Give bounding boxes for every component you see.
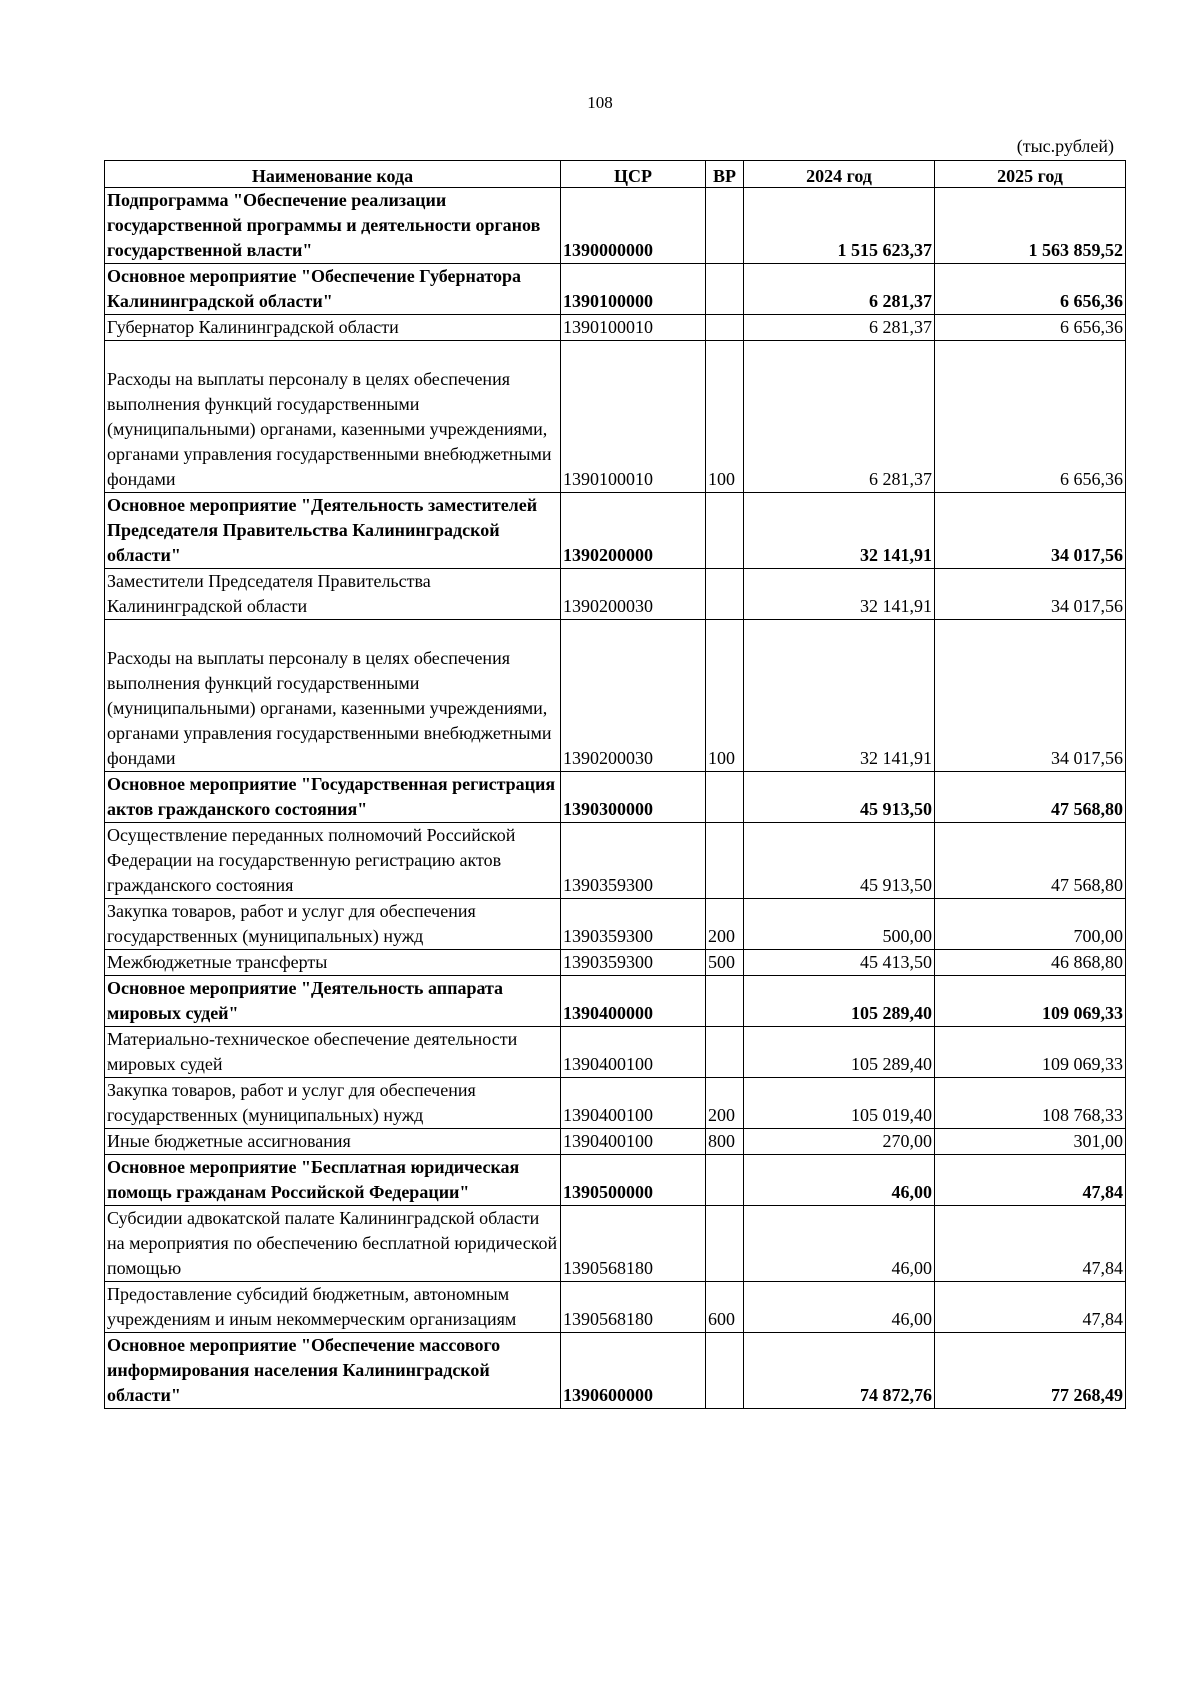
header-2024: 2024 год: [744, 161, 935, 188]
table-row: [105, 493, 1126, 569]
table-header-row: [105, 161, 1126, 188]
row-2024-cell: 74 872,76: [744, 1333, 935, 1409]
table-row: [105, 1333, 1126, 1409]
row-csr-cell: 1390000000: [561, 188, 706, 264]
row-vr-cell: [706, 264, 744, 315]
row-2024-cell: 46,00: [744, 1282, 935, 1333]
table-row: [105, 950, 1126, 976]
row-name-cell: Основное мероприятие "Обеспечение Губернатора Калининградской области": [105, 264, 561, 315]
row-csr-cell: 1390200030: [561, 620, 706, 772]
row-name-cell: Материально-техническое обеспечение деятельности мировых судей: [105, 1027, 561, 1078]
header-2025: 2025 год: [935, 161, 1126, 188]
row-vr-cell: [706, 976, 744, 1027]
row-2025-cell: 108 768,33: [935, 1078, 1126, 1129]
row-csr-cell: 1390100010: [561, 315, 706, 341]
row-csr-cell: 1390568180: [561, 1206, 706, 1282]
row-2024-cell: 6 281,37: [744, 315, 935, 341]
row-2025-cell: 6 656,36: [935, 264, 1126, 315]
table-row: [105, 1027, 1126, 1078]
row-vr-cell: [706, 188, 744, 264]
row-2024-cell: 105 289,40: [744, 1027, 935, 1078]
row-2025-cell: 109 069,33: [935, 976, 1126, 1027]
row-vr-cell: 600: [706, 1282, 744, 1333]
row-2025-cell: 6 656,36: [935, 341, 1126, 493]
row-2025-cell: 47 568,80: [935, 823, 1126, 899]
table-row: [105, 264, 1126, 315]
table-row: [105, 188, 1126, 264]
page-number: 108: [587, 93, 613, 112]
row-2025-cell: 47 568,80: [935, 772, 1126, 823]
row-name-cell: Закупка товаров, работ и услуг для обеспечения государственных (муниципальных) нужд: [105, 899, 561, 950]
row-vr-cell: [706, 569, 744, 620]
row-vr-cell: [706, 1333, 744, 1409]
row-name-cell: Основное мероприятие "Бесплатная юридическая помощь гражданам Российской Федерации": [105, 1155, 561, 1206]
units-label: (тыс.рублей): [1016, 136, 1114, 156]
row-2024-cell: 32 141,91: [744, 493, 935, 569]
row-csr-cell: 1390100010: [561, 341, 706, 493]
row-name-cell: Осуществление переданных полномочий Российской Федерации на государственную регистрацию актов гражданского состояния: [105, 823, 561, 899]
table-row: [105, 620, 1126, 772]
row-csr-cell: 1390200000: [561, 493, 706, 569]
row-name-cell: Расходы на выплаты персоналу в целях обеспечения выполнения функций государственными (муниципальными) органами, казенными учреждениями, органами управления государственными внебюджетными фондами: [105, 620, 561, 772]
budget-table: [104, 160, 1126, 1409]
row-name-cell: Заместители Председателя Правительства Калининградской области: [105, 569, 561, 620]
row-vr-cell: 100: [706, 620, 744, 772]
row-2025-cell: 109 069,33: [935, 1027, 1126, 1078]
row-2024-cell: 45 913,50: [744, 823, 935, 899]
row-2025-cell: 1 563 859,52: [935, 188, 1126, 264]
table-row: [105, 976, 1126, 1027]
row-vr-cell: 200: [706, 899, 744, 950]
table-row: [105, 1155, 1126, 1206]
row-name-cell: Основное мероприятие "Государственная регистрация актов гражданского состояния": [105, 772, 561, 823]
row-2025-cell: 6 656,36: [935, 315, 1126, 341]
row-csr-cell: 1390359300: [561, 950, 706, 976]
row-csr-cell: 1390400100: [561, 1129, 706, 1155]
row-vr-cell: [706, 1027, 744, 1078]
row-2025-cell: 301,00: [935, 1129, 1126, 1155]
header-name: Наименование кода: [105, 161, 561, 188]
row-2024-cell: 32 141,91: [744, 620, 935, 772]
row-name-cell: Субсидии адвокатской палате Калининградской области на мероприятия по обеспечению бесплатной юридической помощью: [105, 1206, 561, 1282]
row-vr-cell: [706, 315, 744, 341]
row-2024-cell: 6 281,37: [744, 341, 935, 493]
table-row: [105, 1206, 1126, 1282]
table-row: [105, 315, 1126, 341]
table-row: [105, 1129, 1126, 1155]
row-csr-cell: 1390600000: [561, 1333, 706, 1409]
row-csr-cell: 1390400000: [561, 976, 706, 1027]
row-2024-cell: 46,00: [744, 1155, 935, 1206]
row-2025-cell: 77 268,49: [935, 1333, 1126, 1409]
row-csr-cell: 1390100000: [561, 264, 706, 315]
row-vr-cell: 100: [706, 341, 744, 493]
table-row: [105, 823, 1126, 899]
row-2024-cell: 105 289,40: [744, 976, 935, 1027]
header-csr: ЦСР: [561, 161, 706, 188]
row-csr-cell: 1390568180: [561, 1282, 706, 1333]
table-row: [105, 569, 1126, 620]
header-vr: ВР: [706, 161, 744, 188]
row-csr-cell: 1390359300: [561, 823, 706, 899]
row-csr-cell: 1390400100: [561, 1027, 706, 1078]
table-row: [105, 899, 1126, 950]
row-csr-cell: 1390300000: [561, 772, 706, 823]
row-2024-cell: 45 913,50: [744, 772, 935, 823]
row-csr-cell: 1390359300: [561, 899, 706, 950]
table-row: [105, 1282, 1126, 1333]
row-2024-cell: 270,00: [744, 1129, 935, 1155]
row-2025-cell: 47,84: [935, 1155, 1126, 1206]
row-vr-cell: [706, 493, 744, 569]
row-2025-cell: 34 017,56: [935, 569, 1126, 620]
row-2025-cell: 46 868,80: [935, 950, 1126, 976]
row-2024-cell: 1 515 623,37: [744, 188, 935, 264]
row-2024-cell: 45 413,50: [744, 950, 935, 976]
row-name-cell: Закупка товаров, работ и услуг для обеспечения государственных (муниципальных) нужд: [105, 1078, 561, 1129]
row-name-cell: Межбюджетные трансферты: [105, 950, 561, 976]
row-vr-cell: [706, 1206, 744, 1282]
row-2024-cell: 500,00: [744, 899, 935, 950]
row-name-cell: Основное мероприятие "Деятельность заместителей Председателя Правительства Калининградской области": [105, 493, 561, 569]
row-2025-cell: 47,84: [935, 1282, 1126, 1333]
row-2024-cell: 105 019,40: [744, 1078, 935, 1129]
row-2024-cell: 46,00: [744, 1206, 935, 1282]
row-vr-cell: 500: [706, 950, 744, 976]
table-row: [105, 1078, 1126, 1129]
row-2024-cell: 32 141,91: [744, 569, 935, 620]
row-vr-cell: [706, 772, 744, 823]
row-vr-cell: [706, 1155, 744, 1206]
row-name-cell: Предоставление субсидий бюджетным, автономным учреждениям и иным некоммерческим организациям: [105, 1282, 561, 1333]
row-name-cell: Основное мероприятие "Обеспечение массового информирования населения Калининградской области": [105, 1333, 561, 1409]
row-2025-cell: 34 017,56: [935, 493, 1126, 569]
row-vr-cell: [706, 823, 744, 899]
row-name-cell: Подпрограмма "Обеспечение реализации государственной программы и деятельности органов государственной власти": [105, 188, 561, 264]
row-vr-cell: 200: [706, 1078, 744, 1129]
row-2024-cell: 6 281,37: [744, 264, 935, 315]
row-csr-cell: 1390200030: [561, 569, 706, 620]
row-2025-cell: 34 017,56: [935, 620, 1126, 772]
row-2025-cell: 700,00: [935, 899, 1126, 950]
row-vr-cell: 800: [706, 1129, 744, 1155]
table-row: [105, 341, 1126, 493]
row-csr-cell: 1390400100: [561, 1078, 706, 1129]
table-row: [105, 772, 1126, 823]
row-name-cell: Расходы на выплаты персоналу в целях обеспечения выполнения функций государственными (муниципальными) органами, казенными учреждениями, органами управления государственными внебюджетными фондами: [105, 341, 561, 493]
row-csr-cell: 1390500000: [561, 1155, 706, 1206]
row-name-cell: Основное мероприятие "Деятельность аппарата мировых судей": [105, 976, 561, 1027]
row-name-cell: Губернатор Калининградской области: [105, 315, 561, 341]
row-name-cell: Иные бюджетные ассигнования: [105, 1129, 561, 1155]
row-2025-cell: 47,84: [935, 1206, 1126, 1282]
